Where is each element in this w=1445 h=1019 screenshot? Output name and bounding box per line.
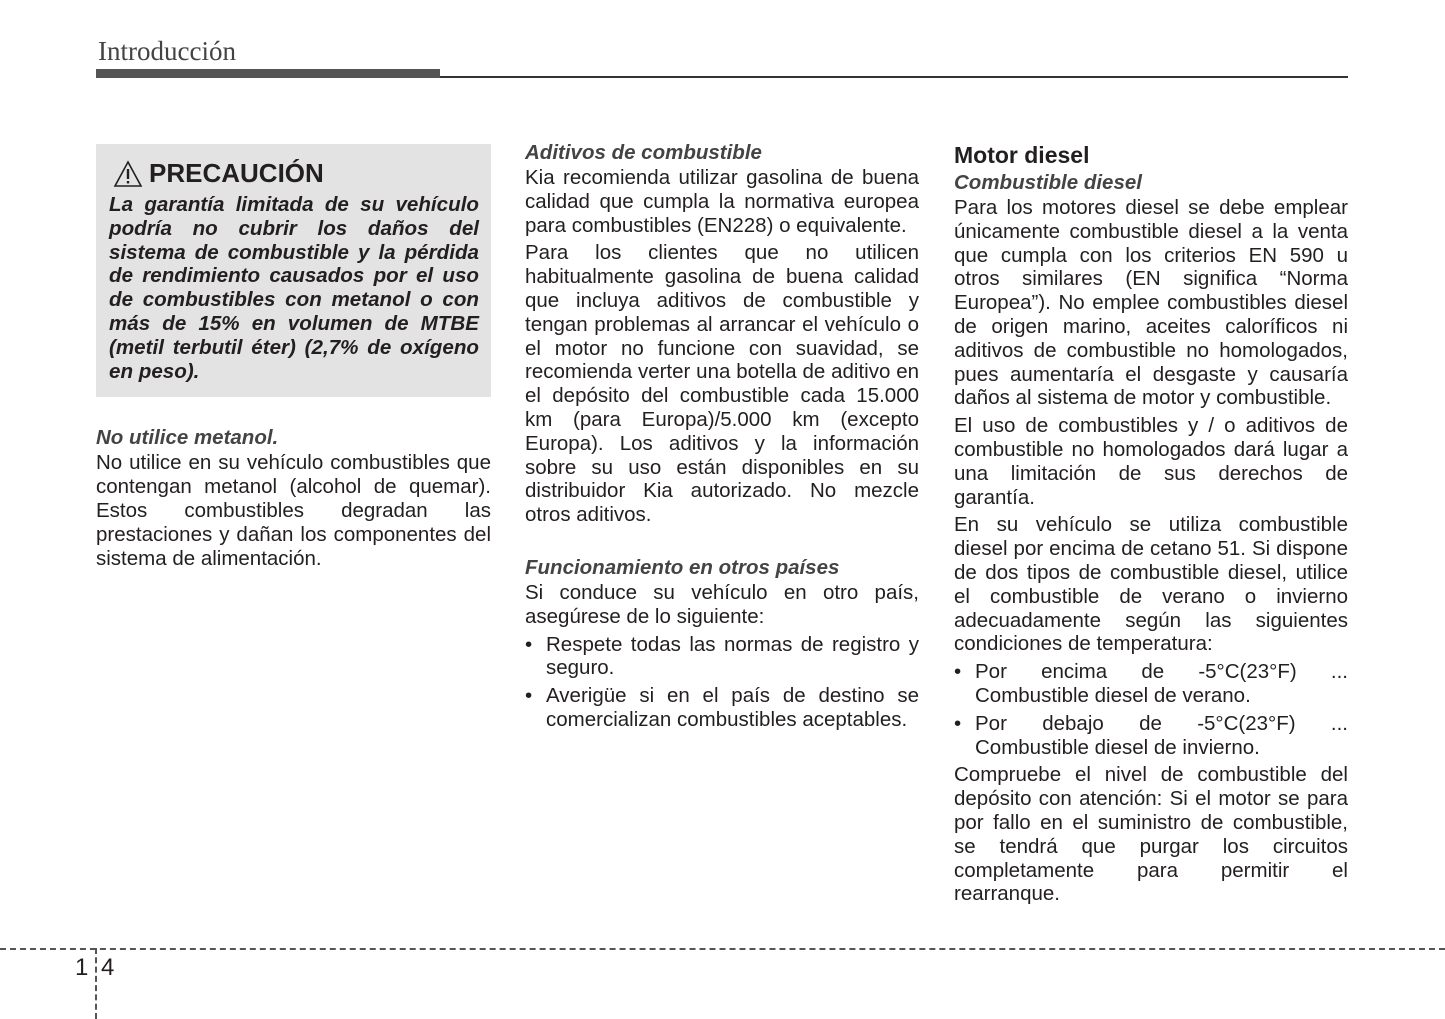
caution-box [96,144,491,397]
paragraph-aditivos-1: Kia recomienda utilizar gasolina de buena calidad que cumpla la normativa europea para combustibles (EN228) o equivalente. [525,166,919,237]
footer-rule [0,948,1445,950]
page-header-title: Introducción [98,36,236,66]
column-left [96,140,491,570]
subheading-otros-paises: Funcionamiento en otros países [525,555,840,579]
paragraph-no-metanol: No utilice en su vehículo combustibles que contengan metanol (alcohol de quemar). Estos combustibles degradan las prestaciones y dañan los componentes del sistema de alimentación. [96,451,491,570]
caution-heading [109,158,479,189]
paragraph-diesel-3: En su vehículo se utiliza combustible diesel por encima de cetano 51. Si dispone de dos tipos de combustible diesel, utilice el combustible de verano o invierno adecuadamente según las siguientes condiciones de temperatura: [954,513,1348,656]
page-number: 4 [101,954,115,981]
paragraph-diesel-4: Compruebe el nivel de combustible del depósito con atención: Si el motor se para por fallo en el suministro de combustible, se tendrá que purgar los circuitos completamente para permitir el rearranque. [954,763,1348,906]
paragraph-diesel-2: El uso de combustibles y / o aditivos de combustible no homologados dará lugar a una limitación de sus derechos de garantía. [954,414,1348,509]
paragraph-diesel-1: Para los motores diesel se debe emplear únicamente combustible diesel a la venta que cumpla con los criterios EN 590 u otros similares (EN significa “Norma Europea”). No emplee combustibles diesel de origen marino, aceites caloríficos ni aditivos de combustible no homologados, pues aumentaría el desgaste y causaría daños al sistema de motor y combustible. [954,196,1348,410]
column-right [954,140,1348,906]
subheading-no-metanol: No utilice metanol. [96,426,279,450]
subheading-combustible-diesel: Combustible diesel [954,171,1142,194]
chapter-number: 1 [75,954,89,981]
list-item: • Averigüe si en el país de destino se comercializan combustibles aceptables. [525,684,919,732]
header-rule [440,76,1348,78]
caution-title: PRECAUCIÓN [149,158,324,188]
list-item: • Por encima de -5°C(23°F) ... Combustible diesel de verano. [954,660,1348,708]
warning-icon [113,160,143,188]
subheading-aditivos: Aditivos de combustible [525,141,762,164]
paragraph-aditivos-2: Para los clientes que no utilicen habitualmente gasolina de buena calidad que incluya aditivos de combustible y tengan problemas al arrancar el vehículo o el motor no funcione con suavidad, se recomienda verter una botella de aditivo en el depósito del combustible cada 15.000 km (para Europa)/5.000 km (excepto Europa). Los aditivos y la información sobre su uso están disponibles en su distribuidor Kia autorizado. No mezcle otros aditivos. [525,241,919,527]
list-otros-paises [525,633,919,732]
list-item: • Por debajo de -5°C(23°F) ... Combustible diesel de invierno. [954,712,1348,760]
paragraph-otros-paises: Si conduce su vehículo en otro país, asegúrese de lo siguiente: [525,580,919,628]
list-temperaturas [954,660,1348,759]
list-item: • Respete todas las normas de registro y seguro. [525,633,919,681]
caution-text: La garantía limitada de su vehículo podría no cubrir los daños del sistema de combustible y la pérdida de rendimiento causados por el uso de combustibles con metanol o con más de 15% en volumen de MTBE (metil terbutil éter) (2,7% de oxígeno en peso). [109,193,479,383]
section-title-motor-diesel: Motor diesel [954,142,1090,168]
column-middle [525,140,919,736]
header-bar-thick [96,69,440,78]
footer-divider [95,948,97,1019]
